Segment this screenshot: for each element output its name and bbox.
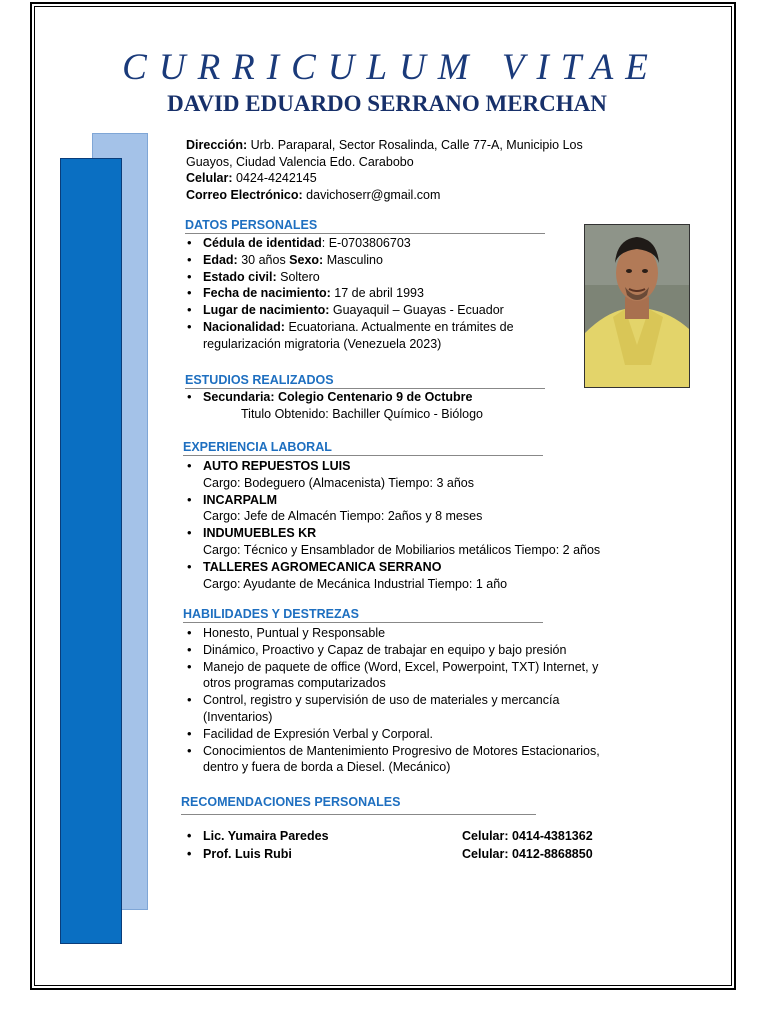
portrait-image xyxy=(585,225,689,387)
personal-list xyxy=(184,235,584,353)
skill-text-line2: dentro y fuera de borda a Diesel. (Mecánico) xyxy=(203,760,451,775)
phone xyxy=(186,170,646,187)
job-detail: Cargo: Técnico y Ensamblador de Mobiliarios metálicos Tiempo: 2 años xyxy=(203,542,601,557)
birthplace-label: Lugar de nacimiento: xyxy=(203,303,330,318)
skill-text-line2: (Inventarios) xyxy=(203,709,273,724)
contact-block xyxy=(186,137,646,203)
birthdate-value: 17 de abril 1993 xyxy=(330,286,424,301)
list-item xyxy=(184,726,654,743)
email-label: Correo Electrónico: xyxy=(186,187,303,202)
sex-value: Masculino xyxy=(323,252,383,267)
phone-label: Celular: xyxy=(186,171,233,185)
section-heading-studies: ESTUDIOS REALIZADOS xyxy=(185,373,545,389)
skill-text-line2: otros programas computarizados xyxy=(203,676,386,691)
birthplace-value: Guayaquil – Guayas - Ecuador xyxy=(329,303,504,318)
civil-value: Soltero xyxy=(276,269,320,284)
list-item xyxy=(184,302,584,319)
nationality-label: Nacionalidad: xyxy=(203,319,285,334)
list-item xyxy=(184,642,654,659)
bullet: • xyxy=(187,847,192,861)
decorative-bar-dark xyxy=(60,158,122,944)
id-value: : E-0703806703 xyxy=(321,236,411,250)
company-name: INCARPALM xyxy=(203,492,278,507)
skills-list xyxy=(184,625,654,776)
job-detail: Cargo: Ayudante de Mecánica Industrial Tiempo: 1 año xyxy=(203,576,508,591)
sex-label: Sexo: xyxy=(289,252,324,267)
skill-text: Control, registro y supervisión de uso de materiales y mercancía xyxy=(203,693,560,708)
nationality-value: Ecuatoriana. Actualmente en trámites de xyxy=(284,319,514,334)
address-line1: Urb. Paraparal, Sector Rosalinda, Calle 77-A, Municipio Los xyxy=(247,138,583,152)
reference-phone: Celular: 0414-4381362 xyxy=(462,829,593,843)
civil-label: Estado civil: xyxy=(203,269,277,284)
skill-text: Manejo de paquete de office (Word, Excel, Powerpoint, TXT) Internet, y xyxy=(203,659,599,674)
section-heading-experience: EXPERIENCIA LABORAL xyxy=(183,440,543,456)
company-name: TALLERES AGROMECANICA SERRANO xyxy=(203,559,442,574)
skill-text: Facilidad de Expresión Verbal y Corporal. xyxy=(203,726,433,741)
candidate-name: DAVID EDUARDO SERRANO MERCHAN xyxy=(167,91,607,116)
study-degree: Titulo Obtenido: Bachiller Químico - Biólogo xyxy=(241,407,484,421)
job-detail: Cargo: Jefe de Almacén Tiempo: 2años y 8 meses xyxy=(203,509,483,524)
job-detail: Cargo: Bodeguero (Almacenista) Tiempo: 3 años xyxy=(203,475,474,490)
address-line2: Guayos, Ciudad Valencia Edo. Carabobo xyxy=(186,154,414,169)
birthdate-label: Fecha de nacimiento: xyxy=(203,286,331,301)
list-item xyxy=(184,235,584,252)
skill-text: Dinámico, Proactivo y Capaz de trabajar en equipo y bajo presión xyxy=(203,642,567,657)
list-item xyxy=(184,269,584,286)
address-label: Dirección: xyxy=(186,138,248,152)
email-value: davichoserr@gmail.com xyxy=(302,187,441,202)
list-item xyxy=(184,659,654,693)
id-label: Cédula de identidad xyxy=(203,236,322,250)
list-item xyxy=(184,389,584,406)
reference-phone: Celular: 0412-8868850 xyxy=(462,847,593,861)
list-item xyxy=(184,285,584,302)
document-title: CURRICULUM VITAE xyxy=(122,47,660,88)
list-item xyxy=(184,525,654,559)
experience-list xyxy=(184,458,654,592)
studies-list xyxy=(184,389,584,406)
skill-text: Conocimientos de Mantenimiento Progresivo de Motores Estacionarios, xyxy=(203,743,600,758)
list-item xyxy=(184,492,654,526)
list-item xyxy=(184,559,654,593)
list-item xyxy=(184,743,654,777)
study-level: Secundaria: Colegio Centenario 9 de Octubre xyxy=(203,390,473,404)
company-name: INDUMUEBLES KR xyxy=(203,526,317,541)
reference-name: Prof. Luis Rubi xyxy=(203,847,292,861)
bullet: • xyxy=(187,829,192,843)
list-item xyxy=(184,458,654,492)
age-value: 30 años xyxy=(237,252,290,267)
list-item xyxy=(184,692,654,726)
skill-text: Honesto, Puntual y Responsable xyxy=(203,626,386,640)
company-name: AUTO REPUESTOS LUIS xyxy=(203,459,351,473)
list-item xyxy=(184,625,654,642)
section-heading-references: RECOMENDACIONES PERSONALES xyxy=(181,795,536,815)
section-heading-personal: DATOS PERSONALES xyxy=(185,218,545,234)
email xyxy=(186,187,646,204)
phone-value: 0424-4242145 xyxy=(232,171,317,185)
list-item xyxy=(184,252,584,269)
nationality-value-line2: regularización migratoria (Venezuela 2023) xyxy=(203,336,442,351)
list-item xyxy=(184,319,584,353)
address xyxy=(186,137,646,154)
section-heading-skills: HABILIDADES Y DESTREZAS xyxy=(183,607,543,623)
age-label: Edad: xyxy=(203,252,238,267)
reference-name: Lic. Yumaira Paredes xyxy=(203,829,329,843)
profile-photo xyxy=(584,224,690,388)
